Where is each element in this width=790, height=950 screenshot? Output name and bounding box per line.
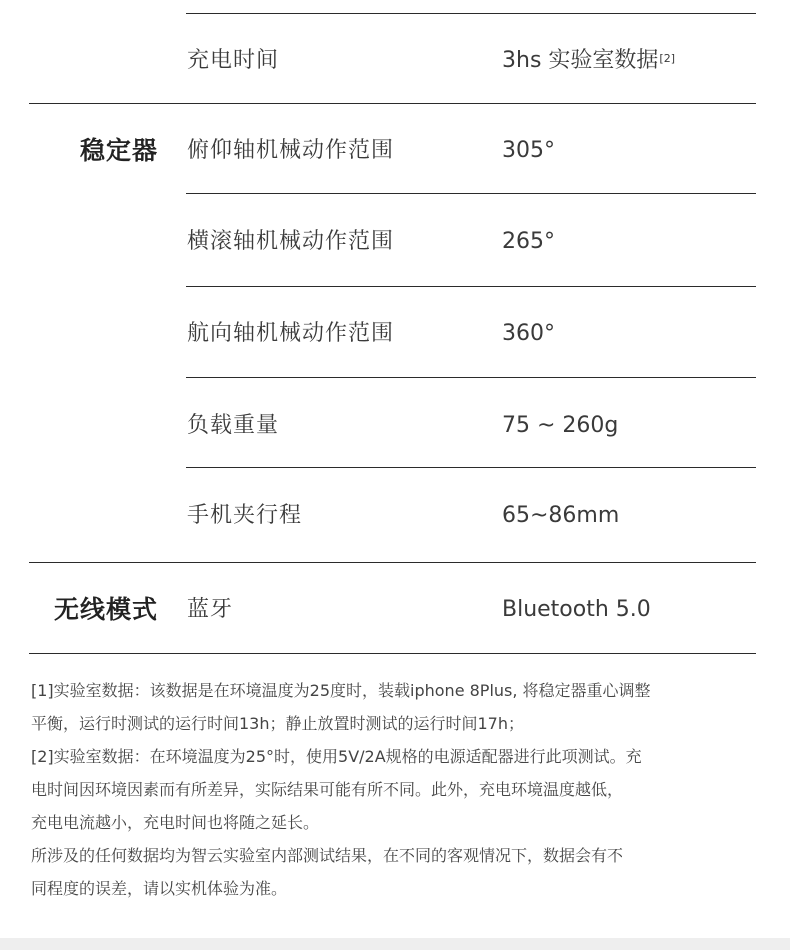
- footnote-line: [1]实验室数据：该数据是在环境温度为25度时，装载iphone 8Plus, 将稳定器重心调整: [31, 681, 651, 700]
- spec-value-charging-time: [502, 46, 675, 76]
- spec-label-pan-range: 航向轴机械动作范围: [187, 321, 395, 346]
- spec-label-charging-time: 充电时间: [187, 48, 280, 73]
- table-divider: [186, 467, 756, 468]
- table-divider: [186, 286, 756, 287]
- spec-value-payload: 75 ~ 260g: [502, 413, 619, 438]
- section-divider: [29, 103, 756, 104]
- spec-value-roll-range: 265°: [502, 229, 555, 254]
- spec-value-pitch-range: 305°: [502, 138, 555, 163]
- footnote-ref: [2]: [659, 52, 675, 65]
- section-divider: [29, 653, 756, 654]
- category-wireless: 无线模式: [53, 595, 158, 624]
- footnote-line: 电时间因环境因素而有所差异，实际结果可能有所不同。此外，充电环境温度越低，: [31, 780, 624, 799]
- section-divider: [29, 562, 756, 563]
- spec-label-payload: 负载重量: [187, 413, 280, 438]
- spec-label-clamp-range: 手机夹行程: [187, 503, 303, 528]
- footnote-line: 所涉及的任何数据均为智云实验室内部测试结果，在不同的客观情况下，数据会有不: [31, 846, 624, 865]
- spec-value-pan-range: 360°: [502, 321, 555, 346]
- footnotes: [31, 674, 751, 905]
- spec-value-clamp-range: 65~86mm: [502, 503, 620, 528]
- footnote-line: 平衡，运行时测试的运行时间13h；静止放置时测试的运行时间17h；: [31, 714, 525, 733]
- category-stabilizer: 稳定器: [79, 136, 158, 165]
- footnote-line: 充电电流越小，充电时间也将随之延长。: [31, 813, 320, 832]
- spec-value-bluetooth: Bluetooth 5.0: [502, 597, 651, 622]
- footnote-line: [2]实验室数据：在环境温度为25°时，使用5V/2A规格的电源适配器进行此项测试。充: [31, 747, 642, 766]
- spec-value-text: 3hs 实验室数据: [502, 48, 659, 73]
- spec-label-bluetooth: 蓝牙: [187, 597, 234, 622]
- spec-label-roll-range: 横滚轴机械动作范围: [187, 229, 395, 254]
- table-divider: [186, 193, 756, 194]
- table-divider: [186, 377, 756, 378]
- spec-label-pitch-range: 俯仰轴机械动作范围: [187, 138, 395, 163]
- table-divider: [186, 13, 756, 14]
- bottom-strip: [0, 938, 790, 950]
- footnote-line: 同程度的误差，请以实机体验为准。: [31, 879, 288, 898]
